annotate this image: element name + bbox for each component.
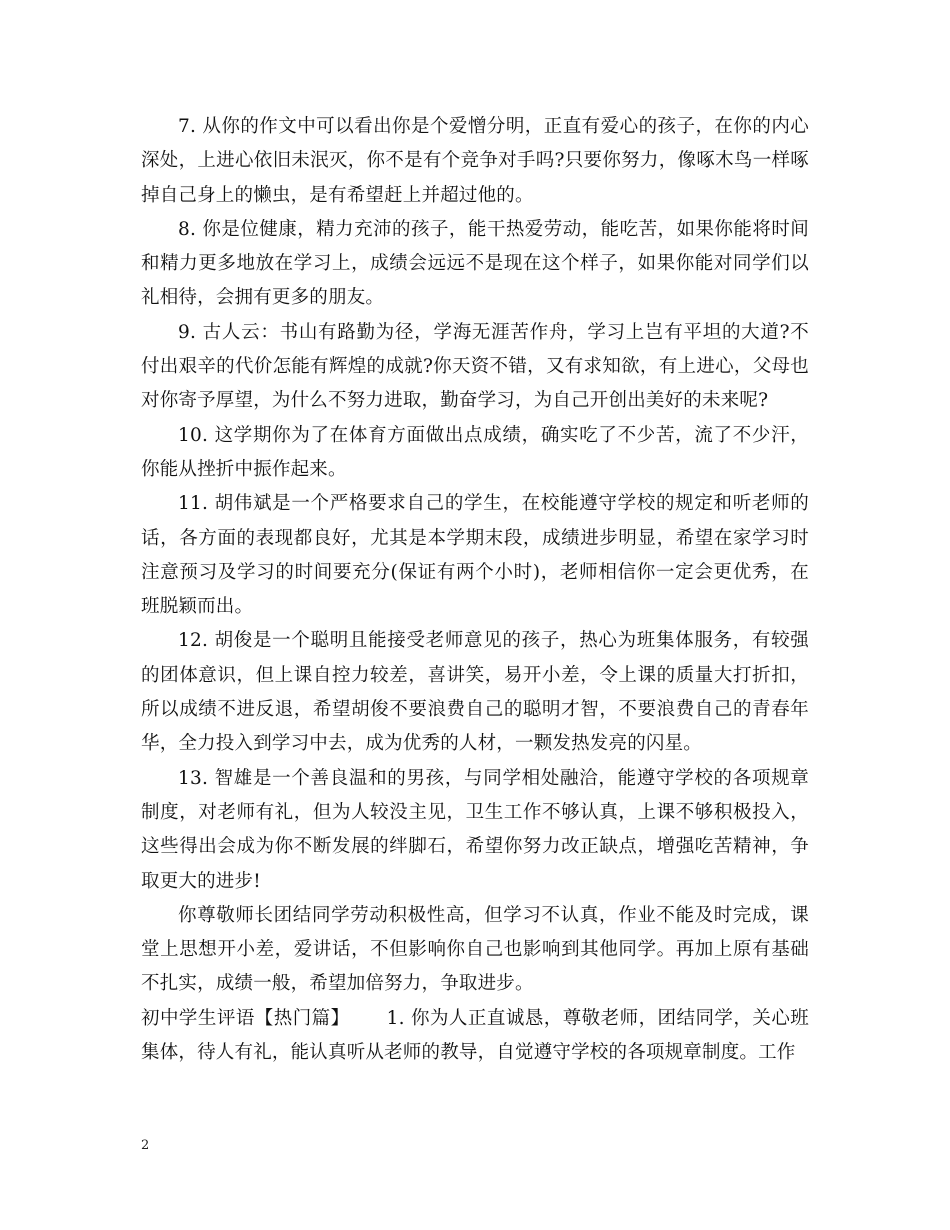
paragraph-8: 8. 你是位健康，精力充沛的孩子，能干热爱劳动，能吃苦，如果你能将时间和精力更多地放在学习上，成绩会远远不是现在这个样子，如果你能对同学们以礼相待，会拥有更多的朋友。 bbox=[141, 218, 809, 309]
paragraph-9: 9. 古人云：书山有路勤为径，学海无涯苦作舟，学习上岂有平坦的大道?不付出艰辛的代价怎能有辉煌的成就?你天资不错，又有求知欲，有上进心，父母也对你寄予厚望，为什么不努力进取，勤奋学习，为自己开创出美好的未来呢? bbox=[141, 321, 809, 412]
section-heading: 初中学生评语【热门篇】 bbox=[141, 1007, 350, 1029]
paragraph-10: 10. 这学期你为了在体育方面做出点成绩，确实吃了不少苦，流了不少汗，你能从挫折中振作起来。 bbox=[141, 424, 809, 480]
paragraph-7: 7. 从你的作文中可以看出你是个爱憎分明，正直有爱心的孩子，在你的内心深处，上进心依旧未泯灭，你不是有个竞争对手吗?只要你努力，像啄木鸟一样啄掉自己身上的懒虫，是有希望赶上并超过他的。 bbox=[141, 116, 809, 206]
page-number: 2 bbox=[141, 1138, 150, 1153]
paragraph-12: 12. 胡俊是一个聪明且能接受老师意见的孩子，热心为班集体服务，有较强的团体意识，但上课自控力较差，喜讲笑，易开小差，令上课的质量大打折扣，所以成绩不进反退，希望胡俊不要浪费自己的聪明才智，不要浪费自己的青春年华，全力投入到学习中去，成为优秀的人材，一颗发热发亮的闪星。 bbox=[141, 630, 809, 755]
paragraph-13: 13. 智雄是一个善良温和的男孩，与同学相处融洽，能遵守学校的各项规章制度，对老师有礼，但为人较没主见，卫生工作不够认真，上课不够积极投入，这些得出会成为你不断发展的绊脚石，希望你努力改正缺点，增强吃苦精神，争取更大的进步! bbox=[141, 767, 809, 892]
document-body bbox=[141, 110, 809, 1070]
paragraph-11: 11. 胡伟斌是一个严格要求自己的学生，在校能遵守学校的规定和听老师的话，各方面的表现都良好，尤其是本学期末段，成绩进步明显，希望在家学习时注意预习及学习的时间要充分(保证有两个小时)，老师相信你一定会更优秀，在班脱颖而出。 bbox=[141, 493, 809, 618]
paragraph-summary: 你尊敬师长团结同学劳动积极性高，但学习不认真，作业不能及时完成，课堂上思想开小差，爱讲话，不但影响你自己也影响到其他同学。再加上原有基础不扎实，成绩一般，希望加倍努力，争取进步。 bbox=[141, 904, 809, 995]
section-first-item: 1. 你为人正直诚恳，尊敬老师，团结同学，关心班集体，待人有礼，能认真听从老师的教导，自觉遵守学校的各项规章制度。工作 bbox=[141, 1007, 809, 1064]
section-paragraph bbox=[141, 1002, 809, 1071]
